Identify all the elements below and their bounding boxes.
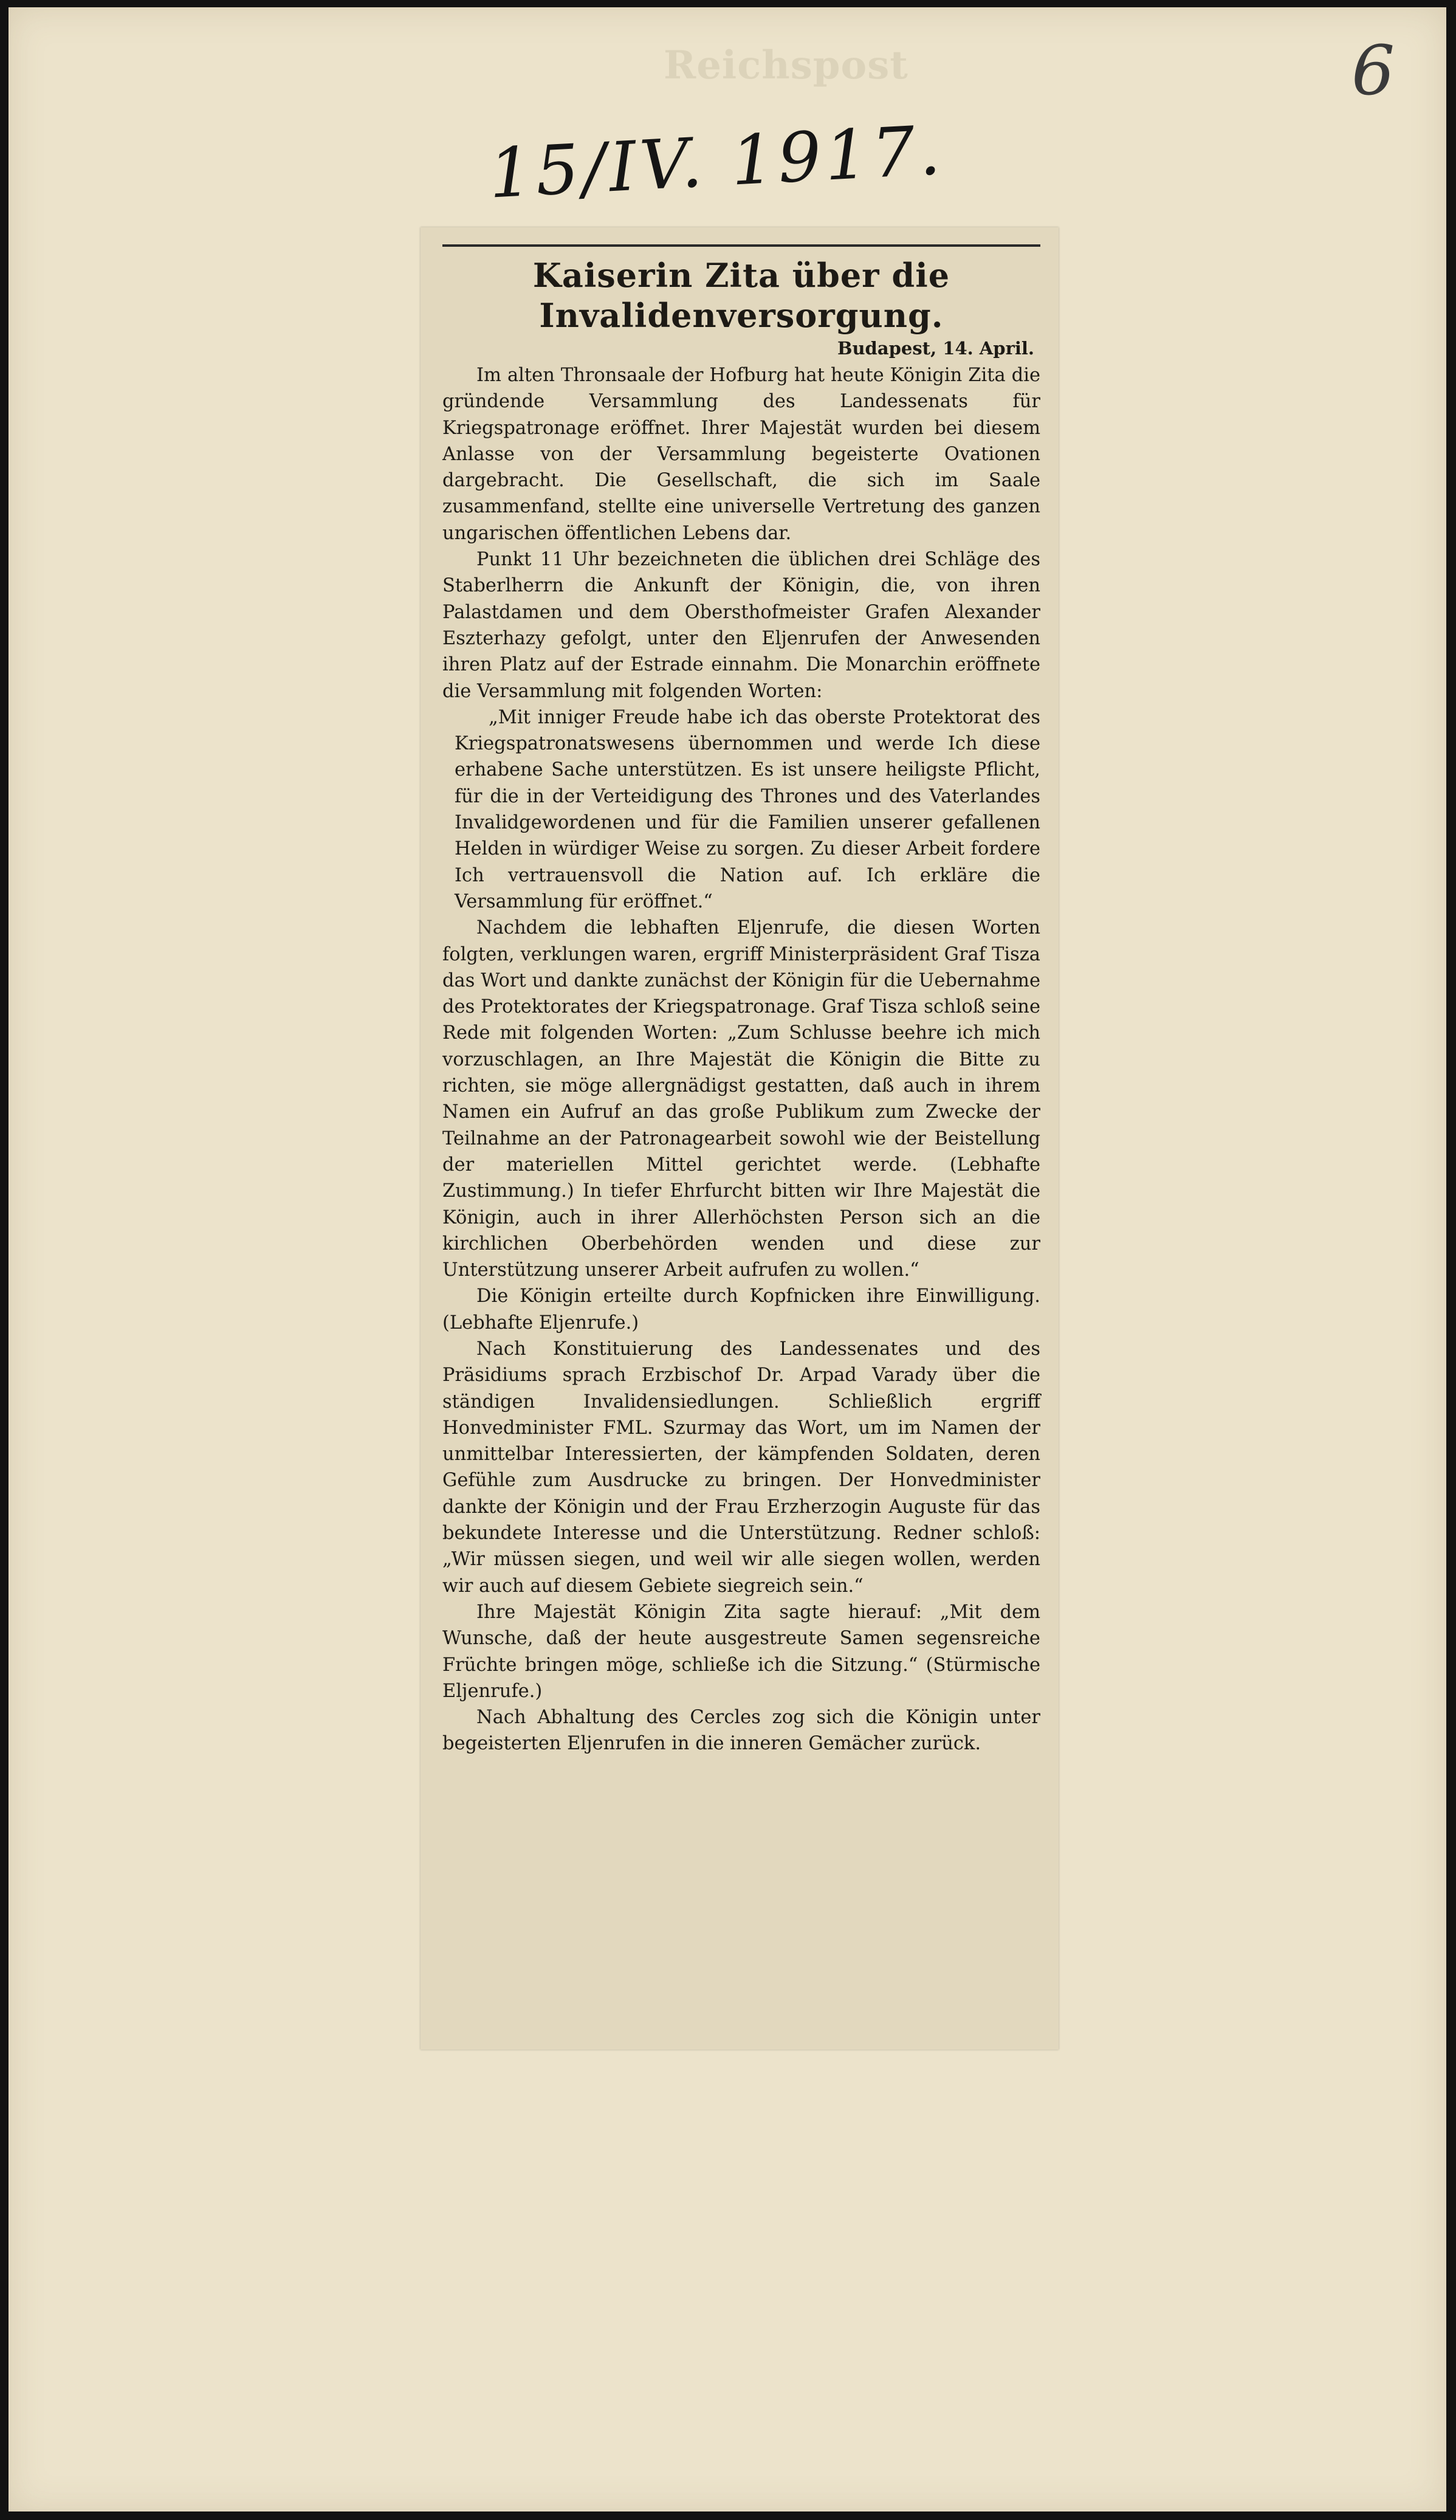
masthead-stamp: Reichspost — [664, 43, 908, 88]
article-paragraph: Punkt 11 Uhr bezeichneten die üblichen drei Schläge des Staberlherrn die Ankunft der Königin, die, von ihren Palastdamen und dem Obersthofmeister Grafen Alexander Eszterhazy gefolgt, unter den Eljenrufen der Anwesenden ihren Platz auf der Estrade einnahm. Die Monarchin eröffnete die Versammlung mit folgenden Worten: — [442, 549, 1040, 702]
article-paragraph: Die Königin erteilte durch Kopfnicken ihre Einwilligung. (Lebhafte Eljenrufe.) — [442, 1286, 1040, 1334]
newspaper-clipping — [421, 227, 1059, 2050]
article-paragraph: Nach Konstituierung des Landessenates und des Präsidiums sprach Erzbischof Dr. Arpad Varady über die ständigen Invalidensiedlungen. Schließlich ergriff Honvedminister FML. Szurmay das Wort, um im Namen der unmittelbar Interessierten, der kämpfenden Soldaten, deren Gefühle zum Ausdrucke zu bringen. Der Honvedminister dankte der Königin und der Frau Erzherzogin Auguste für das bekundete Interesse und die Unterstützung. Redner schloß: „Wir müssen siegen, und weil wir alle siegen wollen, werden wir auch auf diesem Gebiete siegreich sein.“ — [442, 1338, 1040, 1597]
article-paragraph: Im alten Thronsaale der Hofburg hat heute Königin Zita die gründende Versammlung des Landessenats für Kriegspatronage eröffnet. Ihrer Majestät wurden bei diesem Anlasse von der Versammlung begeisterte Ovationen dargebracht. Die Gesellschaft, die sich im Saale zusammenfand, stellte eine universelle Vertretung des ganzen ungarischen öffentlichen Lebens dar. — [442, 365, 1040, 544]
archive-page — [9, 7, 1446, 2511]
article-headline: Kaiserin Zita über die Invalidenversorgung. — [532, 256, 950, 335]
article-paragraph: Nachdem die lebhaften Eljenrufe, die diesen Worten folgten, verklungen waren, ergriff Ministerpräsident Graf Tisza das Wort und dankte zunächst der Königin für die Uebernahme des Protektorates der Kriegspatronage. Graf Tisza schloß seine Rede mit folgenden Worten: „Zum Schlusse beehre ich mich vorzuschlagen, an Ihre Majestät die Königin die Bitte zu richten, sie möge allergnädigst gestatten, daß auch in ihrem Namen ein Aufruf an das große Publikum zum Zwecke der Teilnahme an der Patronagearbeit sowohl wie der Beistellung der materiellen Mittel gerichtet werde. (Lebhafte Zustimmung.) In tiefer Ehrfurcht bitten wir Ihre Majestät die Königin, auch in ihrer Allerhöchsten Person sich an die kirchlichen Oberbehörden wenden und diese zur Unterstützung unserer Arbeit aufrufen zu wollen.“ — [442, 917, 1040, 1281]
article-dateline: Budapest, 14. April. — [837, 338, 1034, 359]
folio-number: 6 — [1351, 32, 1395, 111]
handwritten-date: 15/IV. 1917. — [487, 111, 946, 214]
article-paragraph: Nach Abhaltung des Cercles zog sich die Königin unter begeisterten Eljenrufen in die inneren Gemächer zurück. — [442, 1707, 1040, 1755]
clipping-rule — [442, 244, 1040, 247]
article-paragraph: Ihre Majestät Königin Zita sagte hierauf: „Mit dem Wunsche, daß der heute ausgestreute Samen segensreiche Früchte bringen möge, schließe ich die Sitzung.“ (Stürmische Eljenrufe.) — [442, 1601, 1040, 1702]
article-quote-paragraph: „Mit inniger Freude habe ich das oberste Protektorat des Kriegspatronatswesens übernommen und werde Ich diese erhabene Sache unterstützen. Es ist unsere heiligste Pflicht, für die in der Verteidigung des Thrones und des Vaterlandes Invalidgewordenen und für die Familien unserer gefallenen Helden in würdiger Weise zu sorgen. Zu dieser Arbeit fordere Ich vertrauensvoll die Nation auf. Ich erkläre die Versammlung für eröffnet.“ — [455, 706, 1040, 912]
article-body — [442, 362, 1040, 1757]
